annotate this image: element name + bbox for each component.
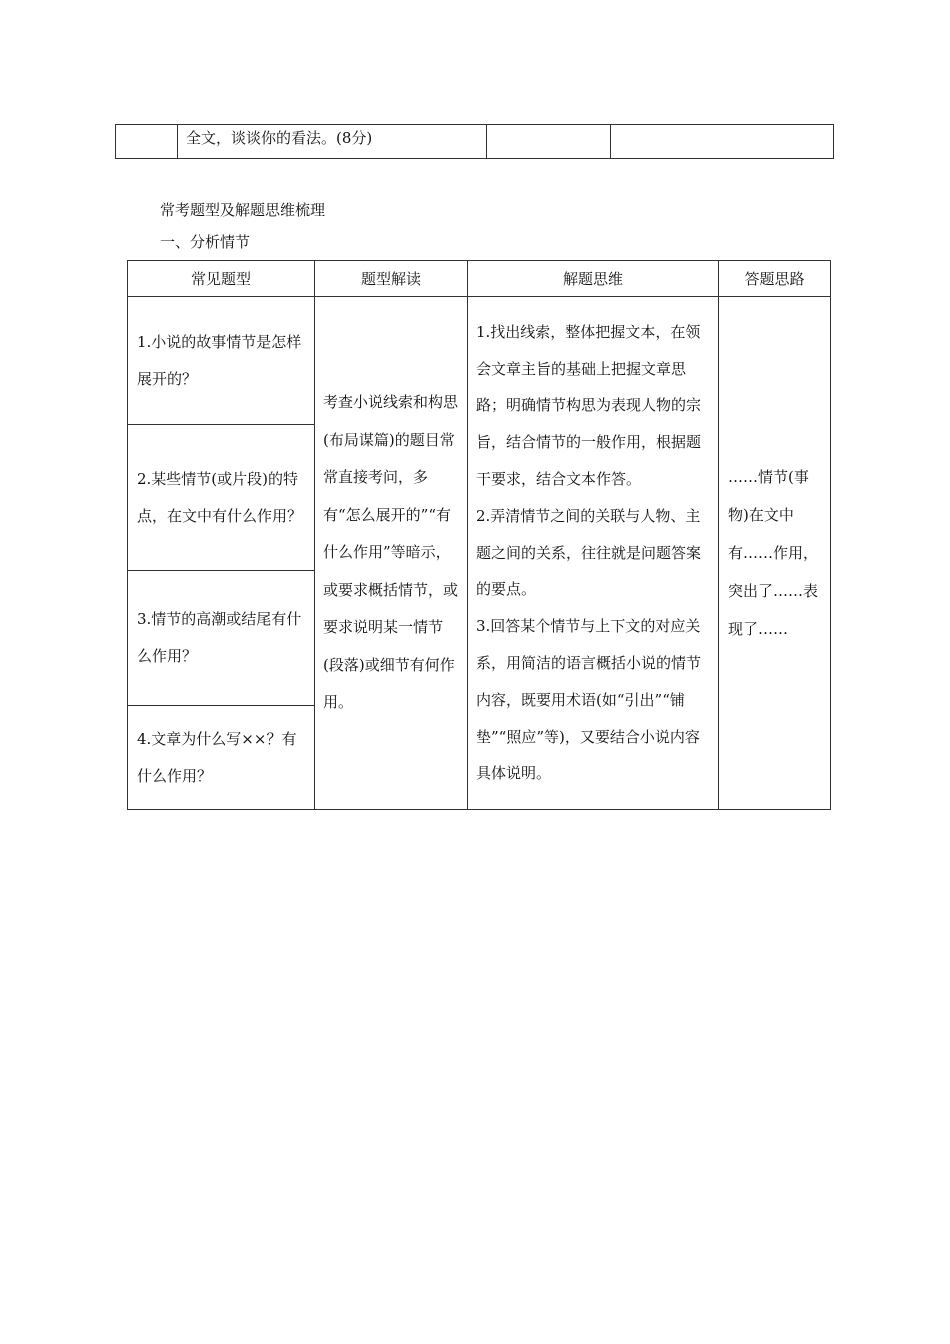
question-cell: 1.小说的故事情节是怎样展开的？ <box>128 297 315 425</box>
thinking-point: 1.找出线索，整体把握文本，在领会文章主旨的基础上把握文章思路；明确情节构思为表现人物的宗旨，结合情节的一般作用，根据题干要求，结合文本作答。 <box>476 322 702 488</box>
thinking-point: 2.弄清情节之间的关联与人物、主题之间的关系，往往就是问题答案的要点。 <box>476 506 702 599</box>
header-interpretation: 题型解读 <box>315 261 468 297</box>
table-row <box>128 297 831 425</box>
section-title: 常考题型及解题思维梳理 <box>160 201 326 219</box>
thinking-cell <box>468 297 719 810</box>
table-row <box>116 125 834 159</box>
question-cell: 2.某些情节(或片段)的特点，在文中有什么作用？ <box>128 425 315 571</box>
thinking-point: 3.回答某个情节与上下文的对应关系，用简洁的语言概括小说的情节内容，既要用术语(如“引出”“铺垫”“照应”等)，又要结合小说内容具体说明。 <box>476 617 702 783</box>
header-common-question: 常见题型 <box>128 261 315 297</box>
analysis-table <box>127 260 831 810</box>
table-header-row <box>128 261 831 297</box>
question-cell: 3.情节的高潮或结尾有什么作用？ <box>128 571 315 706</box>
table-cell: 全文，谈谈你的看法。(8分) <box>178 125 487 159</box>
header-answer-approach: 答题思路 <box>719 261 831 297</box>
question-cell: 4.文章为什么写××？有什么作用？ <box>128 706 315 810</box>
empty-cell <box>116 125 178 159</box>
interpretation-cell: 考查小说线索和构思(布局谋篇)的题目常常直接考问，多有“怎么展开的”“有什么作用”等暗示，或要求概括情节，或要求说明某一情节(段落)或细节有何作用。 <box>315 297 468 810</box>
answer-approach-cell: ……情节(事物)在文中有……作用，突出了……表现了…… <box>719 297 831 810</box>
empty-cell <box>487 125 611 159</box>
subsection-title: 一、分析情节 <box>160 233 251 251</box>
empty-cell <box>611 125 834 159</box>
header-thinking: 解题思维 <box>468 261 719 297</box>
top-table <box>115 124 834 159</box>
